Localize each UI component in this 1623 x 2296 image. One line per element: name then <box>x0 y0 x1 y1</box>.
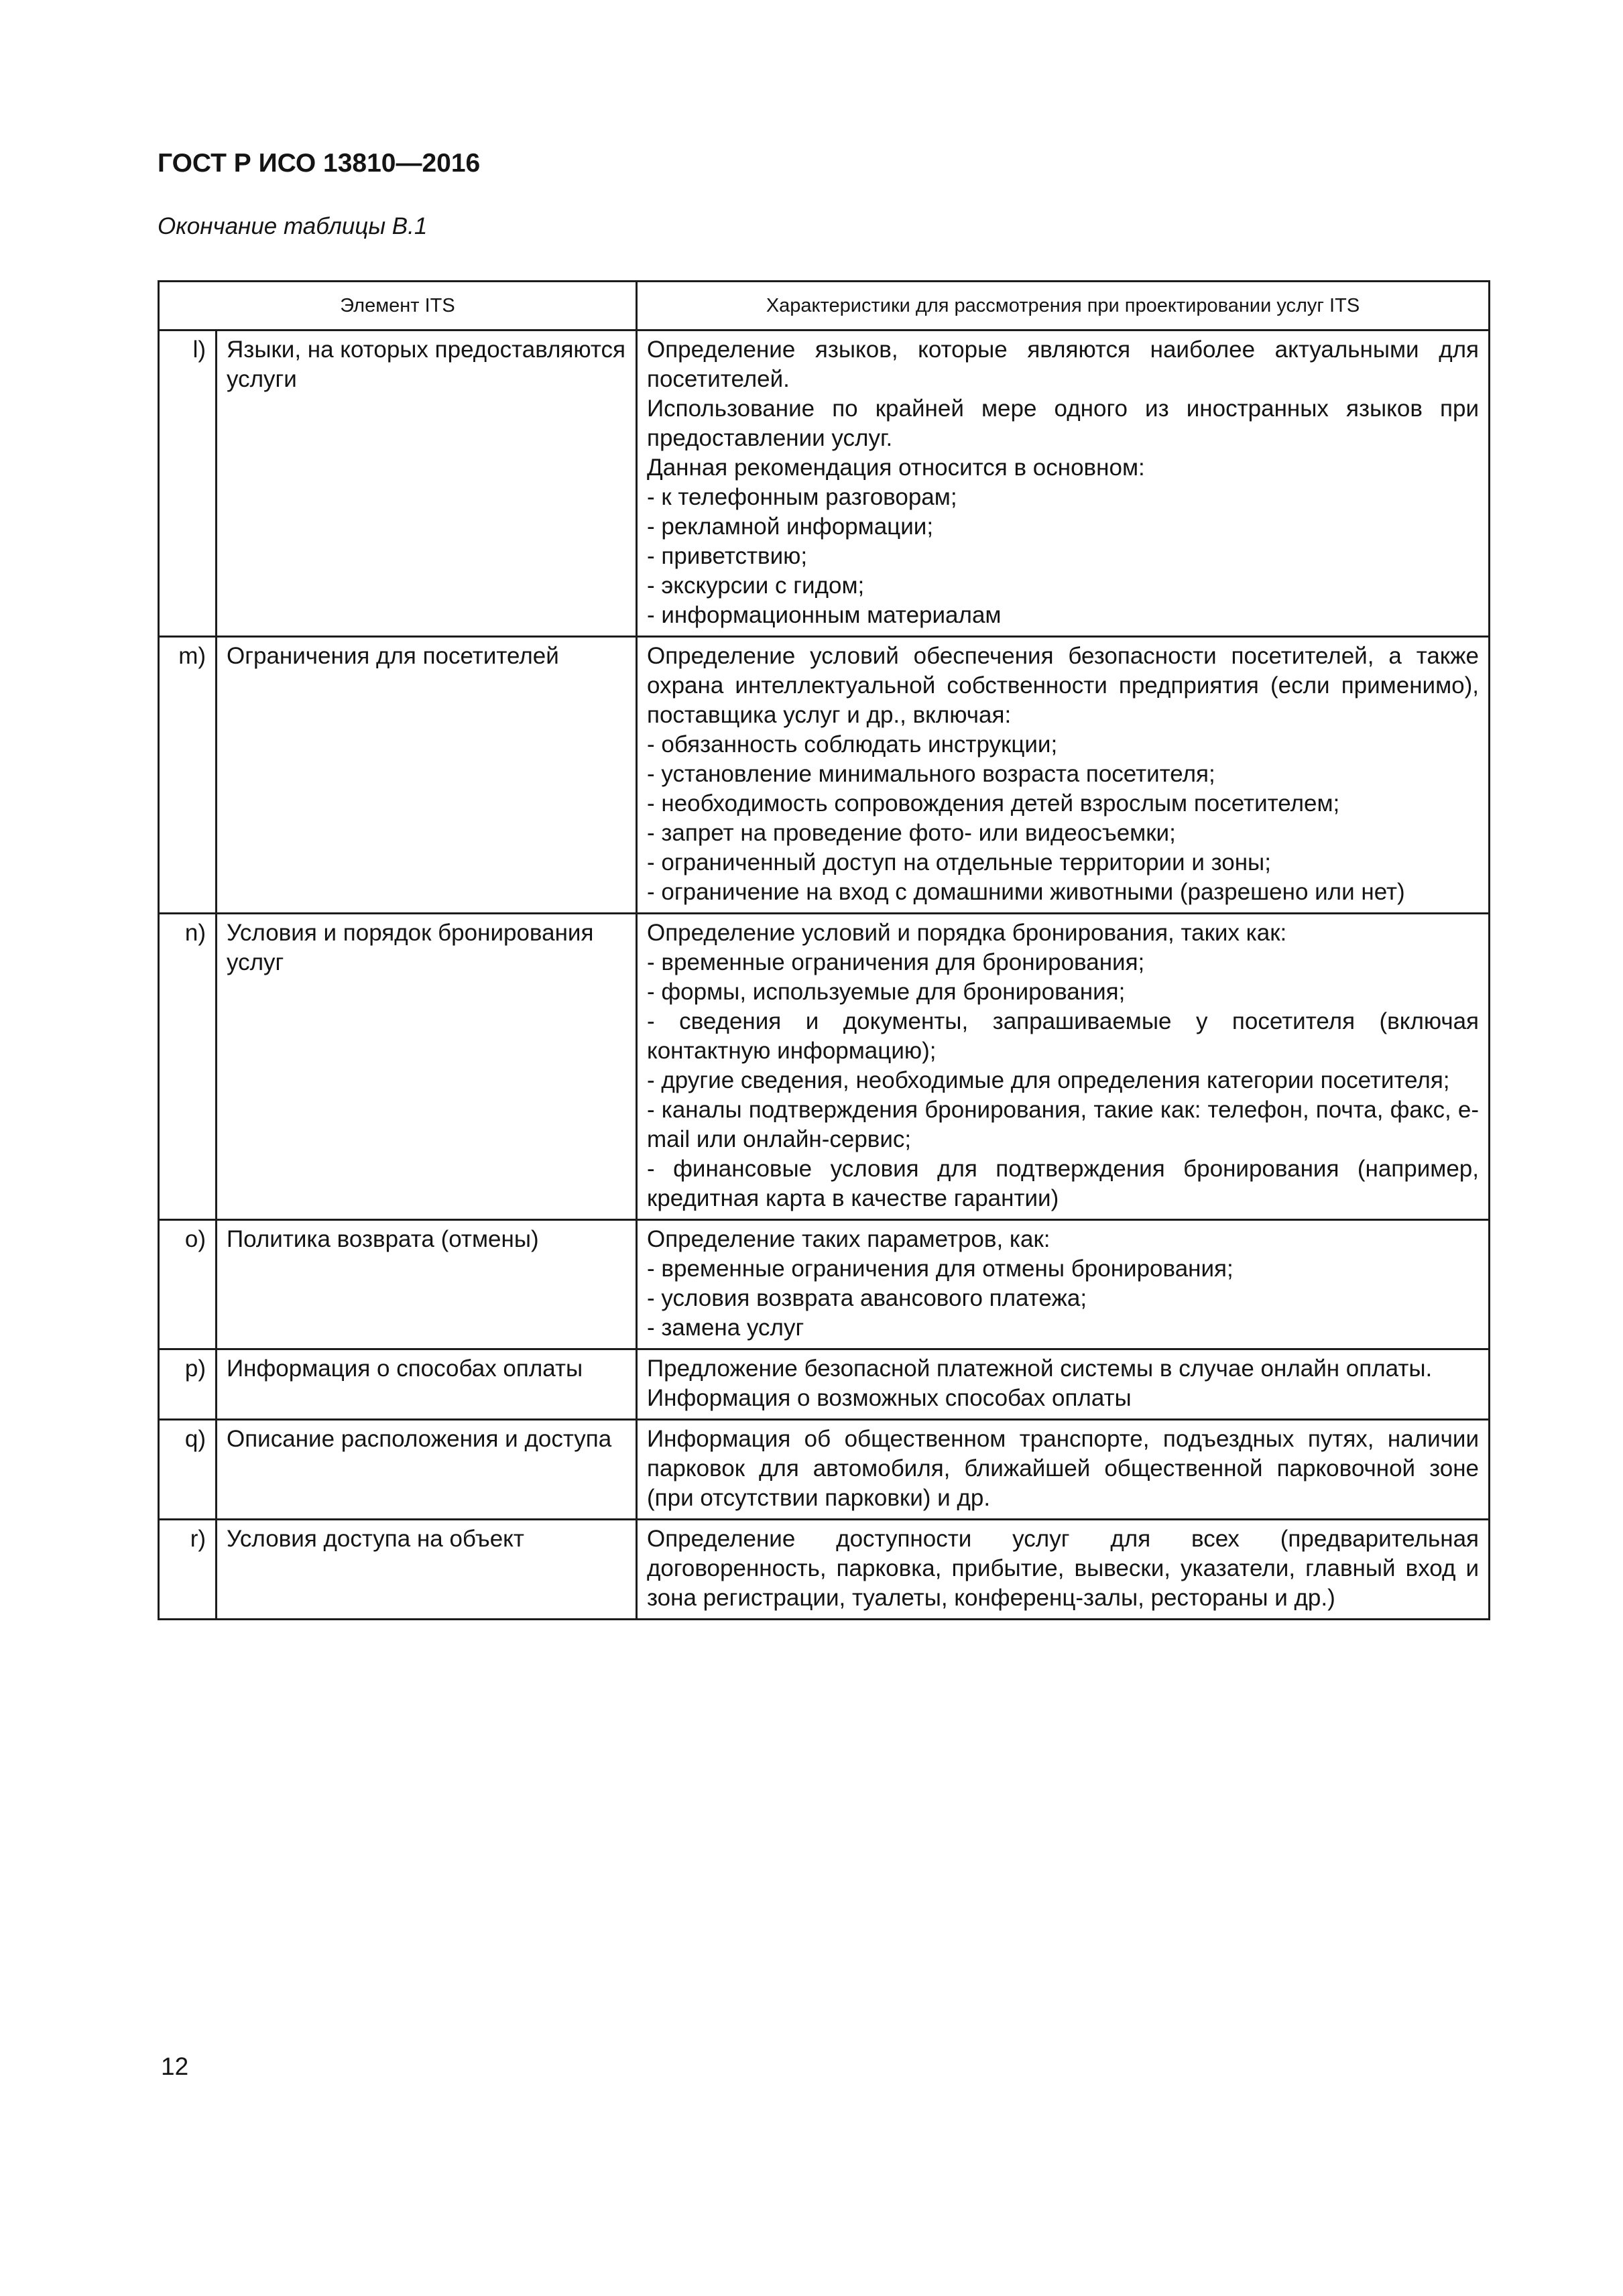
row-element-name: Описание расположения и доступа <box>217 1420 637 1520</box>
row-characteristics <box>637 1220 1490 1349</box>
table-row <box>159 914 1490 1220</box>
table-row <box>159 637 1490 914</box>
characteristic-line: - временные ограничения для бронирования; <box>647 949 1145 975</box>
characteristic-line: - замена услуг <box>647 1315 804 1341</box>
row-element-name: Политика возврата (отмены) <box>217 1220 637 1349</box>
row-characteristics <box>637 637 1490 914</box>
characteristic-line: - к телефонным разговорам; <box>647 484 957 510</box>
row-key: m) <box>159 637 217 914</box>
characteristic-line: - ограничение на вход с домашними животными (разрешено или нет) <box>647 879 1405 905</box>
characteristic-line: - экскурсии с гидом; <box>647 572 865 599</box>
row-key: p) <box>159 1349 217 1420</box>
characteristic-line: Определение таких параметров, как: <box>647 1226 1050 1252</box>
table-caption: Окончание таблицы В.1 <box>158 213 428 239</box>
row-key: o) <box>159 1220 217 1349</box>
table-row <box>159 1220 1490 1349</box>
table-row <box>159 1420 1490 1520</box>
characteristic-line: - каналы подтверждения бронирования, такие как: телефон, почта, факс, e-mail или онлайн-сервис; <box>647 1097 1479 1152</box>
characteristic-line: - финансовые условия для подтверждения бронирования (например, кредитная карта в качестве гарантии) <box>647 1156 1479 1211</box>
row-characteristics <box>637 1520 1490 1620</box>
row-key: n) <box>159 914 217 1220</box>
characteristic-line: Определение доступности услуг для всех (предварительная договоренность, парковка, прибытие, вывески, указатели, главный вход и зона регистрации, туалеты, конференц-залы, рестораны и др.) <box>647 1526 1479 1611</box>
page-number: 12 <box>161 2053 189 2080</box>
column-header-characteristics: Характеристики для рассмотрения при проектировании услуг ITS <box>637 282 1490 330</box>
characteristic-line: - приветствию; <box>647 543 808 569</box>
characteristic-line: Определение условий и порядка бронирования, таких как: <box>647 920 1287 946</box>
row-element-name: Ограничения для посетителей <box>217 637 637 914</box>
table-row <box>159 1520 1490 1620</box>
row-element-name: Языки, на которых предоставляются услуги <box>217 330 637 637</box>
characteristic-line: - формы, используемые для бронирования; <box>647 979 1126 1005</box>
characteristic-line: - необходимость сопровождения детей взрослым посетителем; <box>647 790 1340 817</box>
row-characteristics <box>637 914 1490 1220</box>
characteristic-line: Использование по крайней мере одного из иностранных языков при предоставлении услуг. <box>647 396 1479 451</box>
characteristic-line: - рекламной информации; <box>647 513 934 540</box>
characteristic-line: - установление минимального возраста посетителя; <box>647 761 1215 787</box>
row-characteristics <box>637 330 1490 637</box>
characteristic-line: - запрет на проведение фото- или видеосъемки; <box>647 820 1176 846</box>
row-element-name: Информация о способах оплаты <box>217 1349 637 1420</box>
table-body <box>159 282 1490 1620</box>
row-characteristics <box>637 1420 1490 1520</box>
characteristic-line: - другие сведения, необходимые для определения категории посетителя; <box>647 1067 1450 1093</box>
characteristic-line: - ограниченный доступ на отдельные территории и зоны; <box>647 849 1271 875</box>
row-key: q) <box>159 1420 217 1520</box>
table-row <box>159 1349 1490 1420</box>
characteristic-line: Определение условий обеспечения безопасности посетителей, а также охрана интеллектуальной собственности предприятия (если применимо), поставщика услуг и др., включая: <box>647 643 1479 728</box>
characteristic-line: Информация о возможных способах оплаты <box>647 1385 1132 1411</box>
characteristic-line: - временные ограничения для отмены бронирования; <box>647 1256 1234 1282</box>
characteristic-line: - обязанность соблюдать инструкции; <box>647 731 1058 758</box>
row-element-name: Условия и порядок бронирования услуг <box>217 914 637 1220</box>
document-header: ГОСТ Р ИСО 13810—2016 <box>158 149 481 178</box>
characteristic-line: Определение языков, которые являются наиболее актуальными для посетителей. <box>647 337 1479 392</box>
its-elements-table <box>158 280 1490 1620</box>
characteristic-line: Данная рекомендация относится в основном: <box>647 455 1145 481</box>
row-characteristics <box>637 1349 1490 1420</box>
column-header-element: Элемент ITS <box>159 282 637 330</box>
table-header-row <box>159 282 1490 330</box>
characteristic-line: - условия возврата авансового платежа; <box>647 1285 1087 1311</box>
row-key: r) <box>159 1520 217 1620</box>
row-key: l) <box>159 330 217 637</box>
characteristic-line: - информационным материалам <box>647 602 1002 628</box>
characteristic-line: Информация об общественном транспорте, подъездных путях, наличии парковок для автомобиля, ближайшей общественной парковочной зоне (при отсутствии парковки) и др. <box>647 1426 1479 1511</box>
table-row <box>159 330 1490 637</box>
characteristic-line: - сведения и документы, запрашиваемые у посетителя (включая контактную информацию); <box>647 1008 1479 1064</box>
row-element-name: Условия доступа на объект <box>217 1520 637 1620</box>
characteristic-line: Предложение безопасной платежной системы в случае онлайн оплаты. <box>647 1355 1433 1382</box>
